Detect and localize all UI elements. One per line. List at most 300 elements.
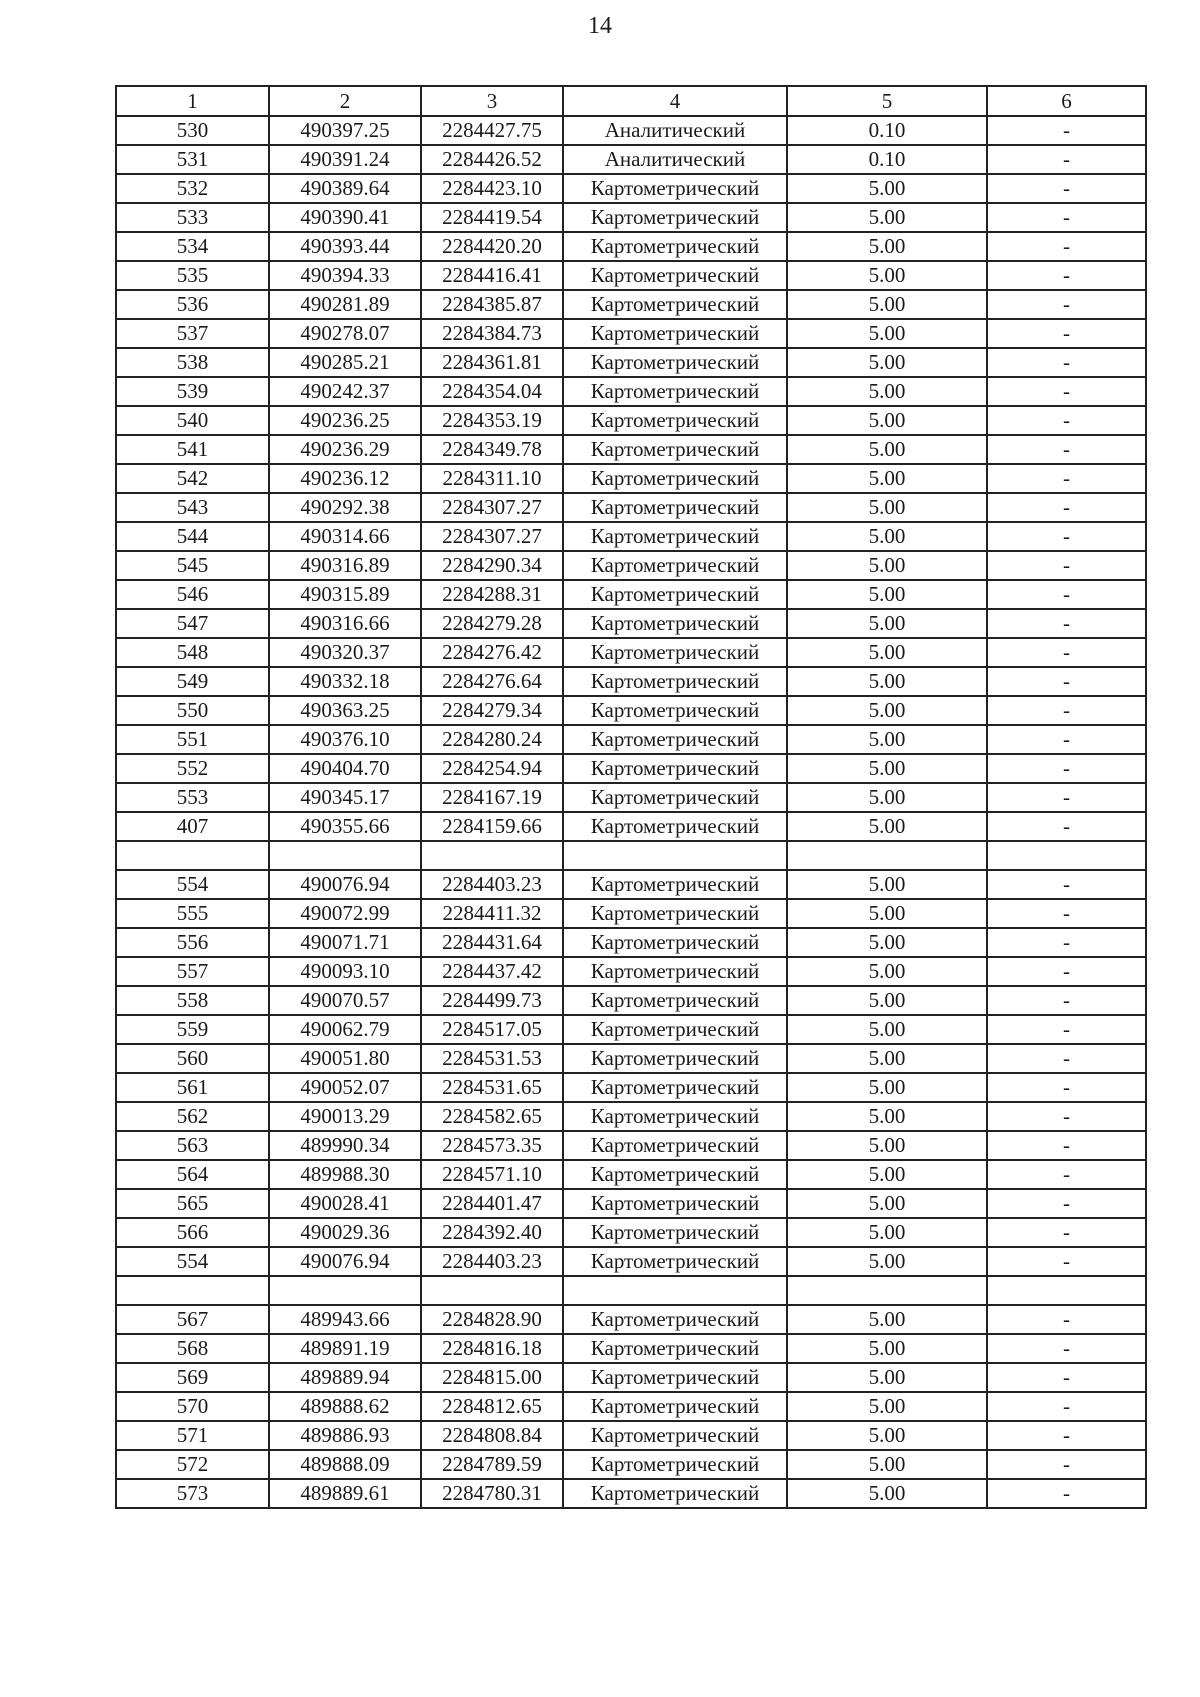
table-cell: 490316.89	[269, 551, 421, 580]
table-row	[116, 435, 1146, 464]
table-row	[116, 928, 1146, 957]
table-row	[116, 348, 1146, 377]
table-row	[116, 1334, 1146, 1363]
table-row	[116, 1479, 1146, 1508]
table-cell: 545	[116, 551, 269, 580]
table-cell: -	[987, 638, 1146, 667]
table-cell: 5.00	[787, 580, 987, 609]
table-cell: 5.00	[787, 174, 987, 203]
table-cell: Картометрический	[563, 899, 787, 928]
table-cell: 490072.99	[269, 899, 421, 928]
table-cell: 2284573.35	[421, 1131, 563, 1160]
table-cell: 572	[116, 1450, 269, 1479]
table-cell: -	[987, 551, 1146, 580]
table-cell: 2284789.59	[421, 1450, 563, 1479]
table-cell: 542	[116, 464, 269, 493]
table-cell: 490315.89	[269, 580, 421, 609]
table-cell: 563	[116, 1131, 269, 1160]
table-row	[116, 696, 1146, 725]
table-cell	[421, 1276, 563, 1305]
table-cell: 490390.41	[269, 203, 421, 232]
table-cell: 2284420.20	[421, 232, 563, 261]
table-row	[116, 1276, 1146, 1305]
table-cell: -	[987, 667, 1146, 696]
table-cell: Картометрический	[563, 435, 787, 464]
table-cell: 559	[116, 1015, 269, 1044]
table-cell: Картометрический	[563, 725, 787, 754]
table-cell: 2284279.28	[421, 609, 563, 638]
table-row	[116, 1247, 1146, 1276]
table-row	[116, 261, 1146, 290]
table-cell: 536	[116, 290, 269, 319]
table-cell: 2284361.81	[421, 348, 563, 377]
table-cell	[563, 1276, 787, 1305]
table-cell: 5.00	[787, 638, 987, 667]
table-cell: 489889.61	[269, 1479, 421, 1508]
table-row	[116, 957, 1146, 986]
table-cell: 5.00	[787, 377, 987, 406]
table-cell: 2284517.05	[421, 1015, 563, 1044]
table-cell: 5.00	[787, 1044, 987, 1073]
table-row	[116, 609, 1146, 638]
table-cell: Картометрический	[563, 232, 787, 261]
table-cell: 543	[116, 493, 269, 522]
table-cell: 567	[116, 1305, 269, 1334]
table-cell: 537	[116, 319, 269, 348]
table-cell: -	[987, 1218, 1146, 1247]
table-cell: -	[987, 174, 1146, 203]
table-cell: 548	[116, 638, 269, 667]
table-cell: 5.00	[787, 348, 987, 377]
table-cell: 564	[116, 1160, 269, 1189]
table-row	[116, 986, 1146, 1015]
table-cell: 551	[116, 725, 269, 754]
table-cell: 569	[116, 1363, 269, 1392]
table-cell: 490332.18	[269, 667, 421, 696]
table-cell: Картометрический	[563, 1421, 787, 1450]
table-cell: 2284403.23	[421, 870, 563, 899]
table-cell: 490316.66	[269, 609, 421, 638]
table-cell: 2284571.10	[421, 1160, 563, 1189]
table-cell: 5.00	[787, 1189, 987, 1218]
table-cell: -	[987, 1160, 1146, 1189]
table-row	[116, 174, 1146, 203]
column-header: 4	[563, 86, 787, 116]
table-cell: 2284419.54	[421, 203, 563, 232]
table-cell: 541	[116, 435, 269, 464]
table-cell: 490028.41	[269, 1189, 421, 1218]
table-cell: 490355.66	[269, 812, 421, 841]
table-cell: -	[987, 696, 1146, 725]
table-cell: Картометрический	[563, 1305, 787, 1334]
table-cell: Аналитический	[563, 116, 787, 145]
table-cell: 5.00	[787, 232, 987, 261]
table-row	[116, 493, 1146, 522]
table-cell: 490278.07	[269, 319, 421, 348]
table-cell: 532	[116, 174, 269, 203]
table-cell: 534	[116, 232, 269, 261]
table-cell: 565	[116, 1189, 269, 1218]
table-cell: 540	[116, 406, 269, 435]
table-cell: -	[987, 1073, 1146, 1102]
table-cell: -	[987, 203, 1146, 232]
table-cell: Картометрический	[563, 928, 787, 957]
table-cell: -	[987, 435, 1146, 464]
table-row	[116, 899, 1146, 928]
table-cell: -	[987, 406, 1146, 435]
table-cell: 5.00	[787, 522, 987, 551]
table-cell: 490051.80	[269, 1044, 421, 1073]
table-cell: Картометрический	[563, 1450, 787, 1479]
table-cell: 5.00	[787, 783, 987, 812]
table-cell: 5.00	[787, 435, 987, 464]
table-cell: Картометрический	[563, 696, 787, 725]
table-cell	[563, 841, 787, 870]
table-cell: Картометрический	[563, 348, 787, 377]
table-cell: Картометрический	[563, 667, 787, 696]
table-row	[116, 116, 1146, 145]
table-cell: 490314.66	[269, 522, 421, 551]
table-row	[116, 203, 1146, 232]
table-cell: 0.10	[787, 145, 987, 174]
table-cell: Картометрический	[563, 986, 787, 1015]
table-cell: 2284531.65	[421, 1073, 563, 1102]
table-row	[116, 522, 1146, 551]
table-cell: 490389.64	[269, 174, 421, 203]
table-row	[116, 464, 1146, 493]
table-row	[116, 1015, 1146, 1044]
table-cell: 5.00	[787, 1015, 987, 1044]
table-cell: Картометрический	[563, 783, 787, 812]
table-cell: 2284816.18	[421, 1334, 563, 1363]
table-cell: 490376.10	[269, 725, 421, 754]
table-cell: 2284167.19	[421, 783, 563, 812]
table-cell: 490391.24	[269, 145, 421, 174]
table-cell: -	[987, 1479, 1146, 1508]
table-cell: 562	[116, 1102, 269, 1131]
table-cell: Картометрический	[563, 1102, 787, 1131]
table-cell	[787, 1276, 987, 1305]
table-cell: 2284276.64	[421, 667, 563, 696]
table-cell: 5.00	[787, 1247, 987, 1276]
table-cell: 568	[116, 1334, 269, 1363]
table-cell: 2284499.73	[421, 986, 563, 1015]
table-cell: -	[987, 1450, 1146, 1479]
table-row	[116, 841, 1146, 870]
table-cell: 555	[116, 899, 269, 928]
table-cell: Картометрический	[563, 1479, 787, 1508]
table-cell: Картометрический	[563, 1160, 787, 1189]
table-cell: Картометрический	[563, 493, 787, 522]
table-cell: Картометрический	[563, 1218, 787, 1247]
table-cell: 2284426.52	[421, 145, 563, 174]
table-cell: Картометрический	[563, 174, 787, 203]
table-row	[116, 290, 1146, 319]
table-cell: 5.00	[787, 1479, 987, 1508]
table-cell: Картометрический	[563, 464, 787, 493]
table-cell: -	[987, 1363, 1146, 1392]
table-cell: 490052.07	[269, 1073, 421, 1102]
table-cell: Картометрический	[563, 406, 787, 435]
table-cell: 554	[116, 1247, 269, 1276]
table-cell: 5.00	[787, 1450, 987, 1479]
table-cell: 5.00	[787, 406, 987, 435]
table-row	[116, 1218, 1146, 1247]
table-cell: 571	[116, 1421, 269, 1450]
table-cell: Картометрический	[563, 870, 787, 899]
table-row	[116, 145, 1146, 174]
table-row	[116, 1131, 1146, 1160]
table-cell: Картометрический	[563, 1073, 787, 1102]
table-cell	[116, 841, 269, 870]
table-cell: 535	[116, 261, 269, 290]
table-cell: Картометрический	[563, 1363, 787, 1392]
table-cell: 5.00	[787, 1363, 987, 1392]
table-cell	[421, 841, 563, 870]
table-cell: -	[987, 319, 1146, 348]
table-cell: -	[987, 1334, 1146, 1363]
table-cell: -	[987, 754, 1146, 783]
table-cell: 489888.09	[269, 1450, 421, 1479]
table-cell: 2284385.87	[421, 290, 563, 319]
table-cell: 547	[116, 609, 269, 638]
table-cell: 2284353.19	[421, 406, 563, 435]
table-cell: 2284384.73	[421, 319, 563, 348]
table-cell: 5.00	[787, 957, 987, 986]
table-cell: 5.00	[787, 754, 987, 783]
table-cell: Картометрический	[563, 551, 787, 580]
table-cell: -	[987, 1392, 1146, 1421]
table-cell: 2284828.90	[421, 1305, 563, 1334]
table-cell: Картометрический	[563, 290, 787, 319]
table-cell: 489888.62	[269, 1392, 421, 1421]
table-cell: 2284280.24	[421, 725, 563, 754]
table-cell: -	[987, 145, 1146, 174]
table-cell: Картометрический	[563, 1334, 787, 1363]
table-cell: 2284403.23	[421, 1247, 563, 1276]
table-cell: 2284582.65	[421, 1102, 563, 1131]
table-cell: -	[987, 464, 1146, 493]
table-row	[116, 232, 1146, 261]
table-cell: 2284254.94	[421, 754, 563, 783]
table-cell: 489990.34	[269, 1131, 421, 1160]
column-header: 2	[269, 86, 421, 116]
table-cell: 2284423.10	[421, 174, 563, 203]
table-cell: Картометрический	[563, 609, 787, 638]
table-cell: 490071.71	[269, 928, 421, 957]
table-cell: 490236.12	[269, 464, 421, 493]
table-cell: 5.00	[787, 667, 987, 696]
table-row	[116, 812, 1146, 841]
table-cell: 490242.37	[269, 377, 421, 406]
table-cell: 490076.94	[269, 1247, 421, 1276]
table-cell: -	[987, 116, 1146, 145]
table-cell: 490394.33	[269, 261, 421, 290]
table-cell: -	[987, 957, 1146, 986]
table-cell: 2284307.27	[421, 493, 563, 522]
table-row	[116, 1102, 1146, 1131]
table-cell: -	[987, 1305, 1146, 1334]
table-cell: 2284279.34	[421, 696, 563, 725]
table-cell: 573	[116, 1479, 269, 1508]
table-cell: 531	[116, 145, 269, 174]
table-cell: 544	[116, 522, 269, 551]
table-cell: 490363.25	[269, 696, 421, 725]
table-cell: 490281.89	[269, 290, 421, 319]
table-cell: 489889.94	[269, 1363, 421, 1392]
table-cell: 2284815.00	[421, 1363, 563, 1392]
table-cell: -	[987, 928, 1146, 957]
table-cell: 490404.70	[269, 754, 421, 783]
table-cell: 2284401.47	[421, 1189, 563, 1218]
table-cell: 490236.29	[269, 435, 421, 464]
table-cell: Аналитический	[563, 145, 787, 174]
table-cell: 5.00	[787, 1073, 987, 1102]
table-cell	[269, 1276, 421, 1305]
table-row	[116, 1073, 1146, 1102]
table-cell: -	[987, 348, 1146, 377]
table-cell: Картометрический	[563, 203, 787, 232]
table-row	[116, 667, 1146, 696]
header-row	[116, 86, 1146, 116]
table-cell: 5.00	[787, 290, 987, 319]
table-cell: Картометрический	[563, 1044, 787, 1073]
table-cell: -	[987, 1421, 1146, 1450]
table-cell: 489988.30	[269, 1160, 421, 1189]
table-cell: 5.00	[787, 1421, 987, 1450]
table-row	[116, 1044, 1146, 1073]
table-cell: 2284411.32	[421, 899, 563, 928]
table-cell: -	[987, 899, 1146, 928]
table-cell: 557	[116, 957, 269, 986]
table-cell: 5.00	[787, 261, 987, 290]
column-header: 3	[421, 86, 563, 116]
table-row	[116, 1189, 1146, 1218]
table-cell: 2284392.40	[421, 1218, 563, 1247]
table-cell: Картометрический	[563, 1015, 787, 1044]
table-cell: 560	[116, 1044, 269, 1073]
table-cell: -	[987, 1102, 1146, 1131]
table-cell: 539	[116, 377, 269, 406]
table-cell: -	[987, 986, 1146, 1015]
table-cell: 2284290.34	[421, 551, 563, 580]
table-row	[116, 319, 1146, 348]
table-cell: Картометрический	[563, 957, 787, 986]
table-cell: 490070.57	[269, 986, 421, 1015]
column-header: 1	[116, 86, 269, 116]
table-cell: 490397.25	[269, 116, 421, 145]
table-cell: 5.00	[787, 1334, 987, 1363]
table-cell: 2284349.78	[421, 435, 563, 464]
table-cell: 489891.19	[269, 1334, 421, 1363]
table-row	[116, 1363, 1146, 1392]
table-row	[116, 725, 1146, 754]
table-cell: 2284808.84	[421, 1421, 563, 1450]
coordinates-table	[115, 85, 1147, 1509]
table-cell: 490062.79	[269, 1015, 421, 1044]
table-cell: -	[987, 870, 1146, 899]
table-cell: 558	[116, 986, 269, 1015]
table-cell: Картометрический	[563, 319, 787, 348]
table-cell: 5.00	[787, 1160, 987, 1189]
table-cell: 2284437.42	[421, 957, 563, 986]
table-cell: -	[987, 783, 1146, 812]
table-header	[116, 86, 1146, 116]
table-cell: 550	[116, 696, 269, 725]
table-cell: -	[987, 290, 1146, 319]
table-cell: 2284531.53	[421, 1044, 563, 1073]
table-cell: 5.00	[787, 725, 987, 754]
table-cell: -	[987, 1247, 1146, 1276]
table-cell: 5.00	[787, 928, 987, 957]
table-cell: 490345.17	[269, 783, 421, 812]
table-cell: 561	[116, 1073, 269, 1102]
table-cell: 489943.66	[269, 1305, 421, 1334]
table-cell: -	[987, 725, 1146, 754]
table-cell: 489886.93	[269, 1421, 421, 1450]
table-cell: Картометрический	[563, 580, 787, 609]
table-cell: 2284416.41	[421, 261, 563, 290]
table-cell: 407	[116, 812, 269, 841]
table-cell: -	[987, 1189, 1146, 1218]
table-cell: 5.00	[787, 1392, 987, 1421]
table-cell: 5.00	[787, 986, 987, 1015]
table-cell: 2284276.42	[421, 638, 563, 667]
table-cell: 5.00	[787, 609, 987, 638]
table-cell: 554	[116, 870, 269, 899]
table-cell: 490093.10	[269, 957, 421, 986]
table-cell: 2284354.04	[421, 377, 563, 406]
table-cell: 2284812.65	[421, 1392, 563, 1421]
table-cell	[987, 841, 1146, 870]
table-cell: Картометрический	[563, 754, 787, 783]
table-cell: 2284311.10	[421, 464, 563, 493]
table-row	[116, 1421, 1146, 1450]
table-cell: 2284431.64	[421, 928, 563, 957]
table-row	[116, 1160, 1146, 1189]
table-cell: 5.00	[787, 203, 987, 232]
table-cell: 5.00	[787, 812, 987, 841]
table-cell: 490292.38	[269, 493, 421, 522]
table-cell: 2284288.31	[421, 580, 563, 609]
table-body	[116, 116, 1146, 1508]
table-cell: 2284159.66	[421, 812, 563, 841]
table-row	[116, 377, 1146, 406]
table-cell: 490076.94	[269, 870, 421, 899]
table-cell	[987, 1276, 1146, 1305]
table-row	[116, 1450, 1146, 1479]
table-row	[116, 870, 1146, 899]
table-cell: 5.00	[787, 1102, 987, 1131]
table-cell: 546	[116, 580, 269, 609]
column-header: 6	[987, 86, 1146, 116]
table-cell: -	[987, 1131, 1146, 1160]
table-cell: -	[987, 522, 1146, 551]
table-row	[116, 783, 1146, 812]
table-cell: 5.00	[787, 319, 987, 348]
table-cell: 5.00	[787, 1218, 987, 1247]
table-cell: 490320.37	[269, 638, 421, 667]
table-cell: Картометрический	[563, 377, 787, 406]
table-cell	[269, 841, 421, 870]
table-cell: 533	[116, 203, 269, 232]
table-cell: 549	[116, 667, 269, 696]
table-cell: 490236.25	[269, 406, 421, 435]
table-cell: Картометрический	[563, 261, 787, 290]
table-cell: 570	[116, 1392, 269, 1421]
table-cell: 5.00	[787, 1131, 987, 1160]
table-cell: -	[987, 812, 1146, 841]
